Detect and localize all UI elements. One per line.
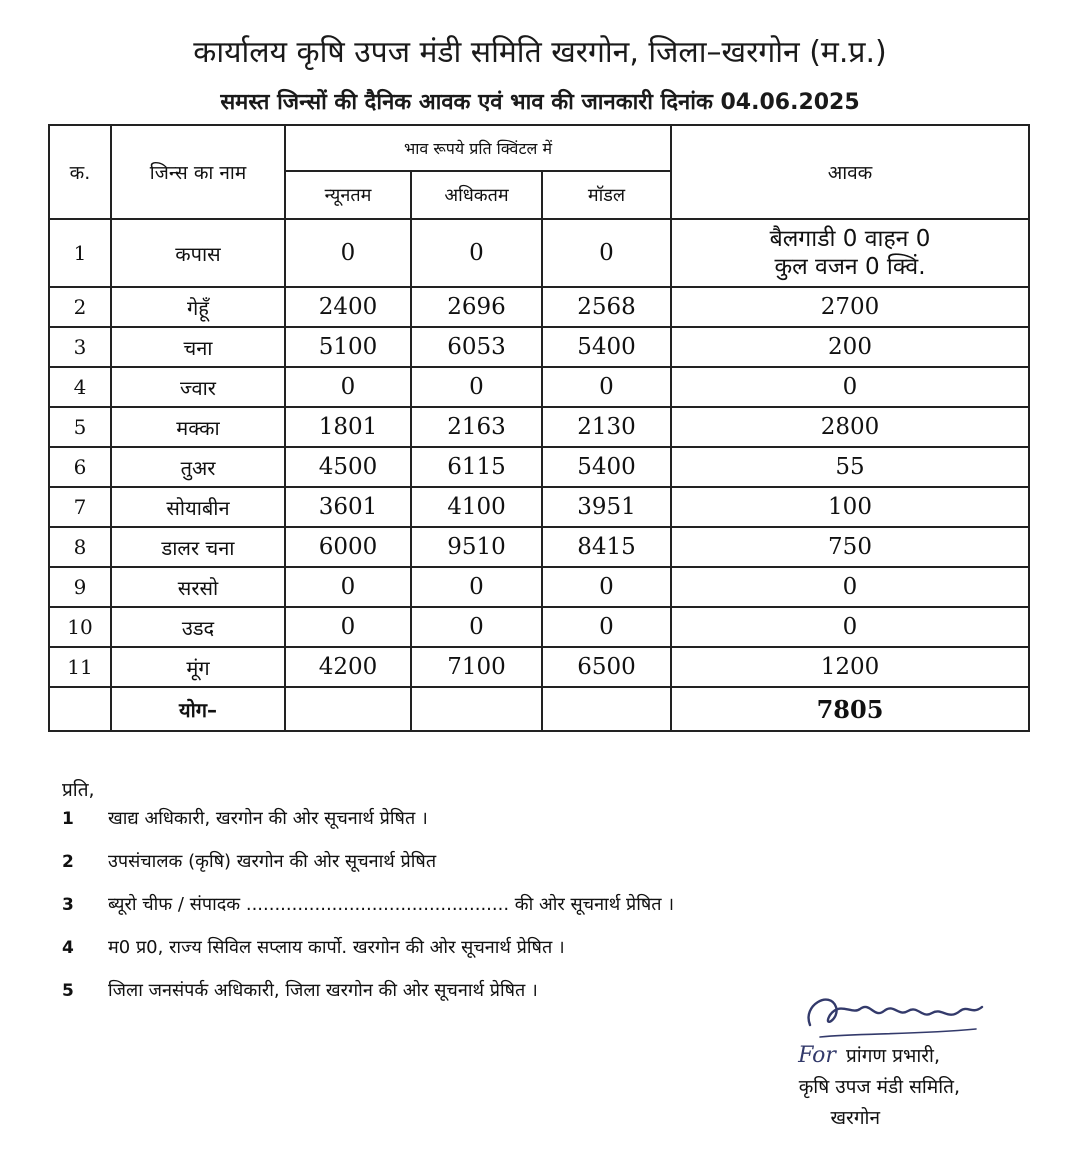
row-min-price: 5100 xyxy=(285,327,411,367)
row-modal-price: 0 xyxy=(542,567,671,607)
row-min-price: 6000 xyxy=(285,527,411,567)
recipient-number: 1 xyxy=(62,809,74,829)
row-min-price: 1801 xyxy=(285,407,411,447)
recipient-text: म0 प्र0, राज्य सिविल सप्लाय कार्पो. खरगोन की ओर सूचनार्थ प्रेषित । xyxy=(108,937,565,958)
row-modal-price: 0 xyxy=(542,607,671,647)
signature-block xyxy=(700,1040,1000,1134)
table-row xyxy=(49,447,1029,487)
row-max-price: 2696 xyxy=(411,287,542,327)
table-row xyxy=(49,407,1029,447)
row-modal-price: 2130 xyxy=(542,407,671,447)
row-serial: 7 xyxy=(49,487,111,527)
row-min-price: 0 xyxy=(285,219,411,287)
table-row xyxy=(49,647,1029,687)
row-serial: 1 xyxy=(49,219,111,287)
row-arrival: 0 xyxy=(671,607,1029,647)
row-modal-price: 0 xyxy=(542,219,671,287)
row-commodity: चना xyxy=(111,327,285,367)
list-item xyxy=(62,806,1042,849)
table-row xyxy=(49,327,1029,367)
row-arrival: 2700 xyxy=(671,287,1029,327)
row-arrival: 0 xyxy=(671,567,1029,607)
row-arrival: 200 xyxy=(671,327,1029,367)
row-min-price: 3601 xyxy=(285,487,411,527)
signatory-office: कृषि उपज मंडी समिति, xyxy=(798,1076,960,1098)
row-commodity: ज्वार xyxy=(111,367,285,407)
row-max-price: 0 xyxy=(411,219,542,287)
row-max-price: 0 xyxy=(411,367,542,407)
row-serial: 10 xyxy=(49,607,111,647)
list-item xyxy=(62,892,1042,935)
recipient-text: खाद्य अधिकारी, खरगोन की ओर सूचनार्थ प्रेषित । xyxy=(108,808,428,829)
recipient-number: 5 xyxy=(62,981,74,1001)
row-max-price: 6053 xyxy=(411,327,542,367)
row-max-price: 4100 xyxy=(411,487,542,527)
row-arrival: 1200 xyxy=(671,647,1029,687)
cotton-arrival-vehicles: बैलगाडी 0 वाहन 0 xyxy=(769,226,931,252)
total-label: योग– xyxy=(111,687,285,731)
recipient-number: 3 xyxy=(62,895,74,915)
row-max-price: 0 xyxy=(411,607,542,647)
row-arrival: 100 xyxy=(671,487,1029,527)
header-commodity: जिन्स का नाम xyxy=(111,125,285,219)
row-serial: 8 xyxy=(49,527,111,567)
office-title: कार्यालय कृषि उपज मंडी समिति खरगोन, जिला–खरगोन (म.प्र.) xyxy=(193,35,887,70)
row-min-price: 2400 xyxy=(285,287,411,327)
header-arrival: आवक xyxy=(671,125,1029,219)
table-row xyxy=(49,367,1029,407)
row-modal-price: 2568 xyxy=(542,287,671,327)
cotton-arrival-weight: कुल वजन 0 क्विं. xyxy=(774,254,926,280)
row-serial: 3 xyxy=(49,327,111,367)
row-min-price: 4500 xyxy=(285,447,411,487)
row-commodity: कपास xyxy=(111,219,285,287)
signatory-location: खरगोन xyxy=(830,1107,880,1129)
row-commodity: सरसो xyxy=(111,567,285,607)
row-max-price: 9510 xyxy=(411,527,542,567)
row-commodity: उडद xyxy=(111,607,285,647)
recipient-number: 4 xyxy=(62,938,74,958)
table-row xyxy=(49,527,1029,567)
row-min-price: 0 xyxy=(285,567,411,607)
row-max-price: 2163 xyxy=(411,407,542,447)
row-arrival: 55 xyxy=(671,447,1029,487)
row-arrival xyxy=(671,219,1029,287)
recipient-number: 2 xyxy=(62,852,74,872)
list-item xyxy=(62,849,1042,892)
row-commodity: गेहूँ xyxy=(111,287,285,327)
header-serial: क. xyxy=(49,125,111,219)
row-modal-price: 0 xyxy=(542,367,671,407)
row-commodity: तुअर xyxy=(111,447,285,487)
row-commodity: मक्का xyxy=(111,407,285,447)
header-modal: मॉडल xyxy=(542,171,671,219)
row-max-price: 6115 xyxy=(411,447,542,487)
row-arrival: 2800 xyxy=(671,407,1029,447)
report-subtitle: समस्त जिन्सों की दैनिक आवक एवं भाव की जानकारी दिनांक 04.06.2025 xyxy=(220,90,860,115)
row-commodity: मूंग xyxy=(111,647,285,687)
header-min: न्यूनतम xyxy=(285,171,411,219)
total-row xyxy=(49,687,1029,731)
price-arrival-table xyxy=(48,124,1030,732)
table-row xyxy=(49,567,1029,607)
row-serial: 2 xyxy=(49,287,111,327)
row-serial: 5 xyxy=(49,407,111,447)
table-row xyxy=(49,219,1029,287)
row-modal-price: 3951 xyxy=(542,487,671,527)
row-serial: 6 xyxy=(49,447,111,487)
row-min-price: 0 xyxy=(285,607,411,647)
row-max-price: 7100 xyxy=(411,647,542,687)
handwritten-signature xyxy=(800,985,990,1045)
table-row xyxy=(49,287,1029,327)
row-modal-price: 8415 xyxy=(542,527,671,567)
list-item xyxy=(62,935,1042,978)
row-modal-price: 5400 xyxy=(542,327,671,367)
row-commodity: सोयाबीन xyxy=(111,487,285,527)
table-row xyxy=(49,607,1029,647)
row-commodity: डालर चना xyxy=(111,527,285,567)
row-serial: 9 xyxy=(49,567,111,607)
header-max: अधिकतम xyxy=(411,171,542,219)
row-min-price: 4200 xyxy=(285,647,411,687)
recipient-text: उपसंचालक (कृषि) खरगोन की ओर सूचनार्थ प्रेषित xyxy=(108,851,437,872)
row-modal-price: 5400 xyxy=(542,447,671,487)
recipient-text: ब्यूरो चीफ / संपादक .............................................. की ओर सूचनार्थ प्रेषित । xyxy=(108,894,675,915)
row-modal-price: 6500 xyxy=(542,647,671,687)
row-arrival: 0 xyxy=(671,367,1029,407)
to-label: प्रति, xyxy=(62,779,95,801)
recipient-text: जिला जनसंपर्क अधिकारी, जिला खरगोन की ओर सूचनार्थ प्रेषित । xyxy=(108,980,538,1001)
header-price-group: भाव रूपये प्रति क्विंटल में xyxy=(285,125,671,171)
row-arrival: 750 xyxy=(671,527,1029,567)
row-min-price: 0 xyxy=(285,367,411,407)
row-max-price: 0 xyxy=(411,567,542,607)
row-serial: 11 xyxy=(49,647,111,687)
total-arrival: 7805 xyxy=(671,687,1029,731)
row-serial: 4 xyxy=(49,367,111,407)
table-row xyxy=(49,487,1029,527)
signatory-designation: प्रांगण प्रभारी, xyxy=(845,1045,940,1067)
for-handwritten: For xyxy=(798,1043,836,1068)
